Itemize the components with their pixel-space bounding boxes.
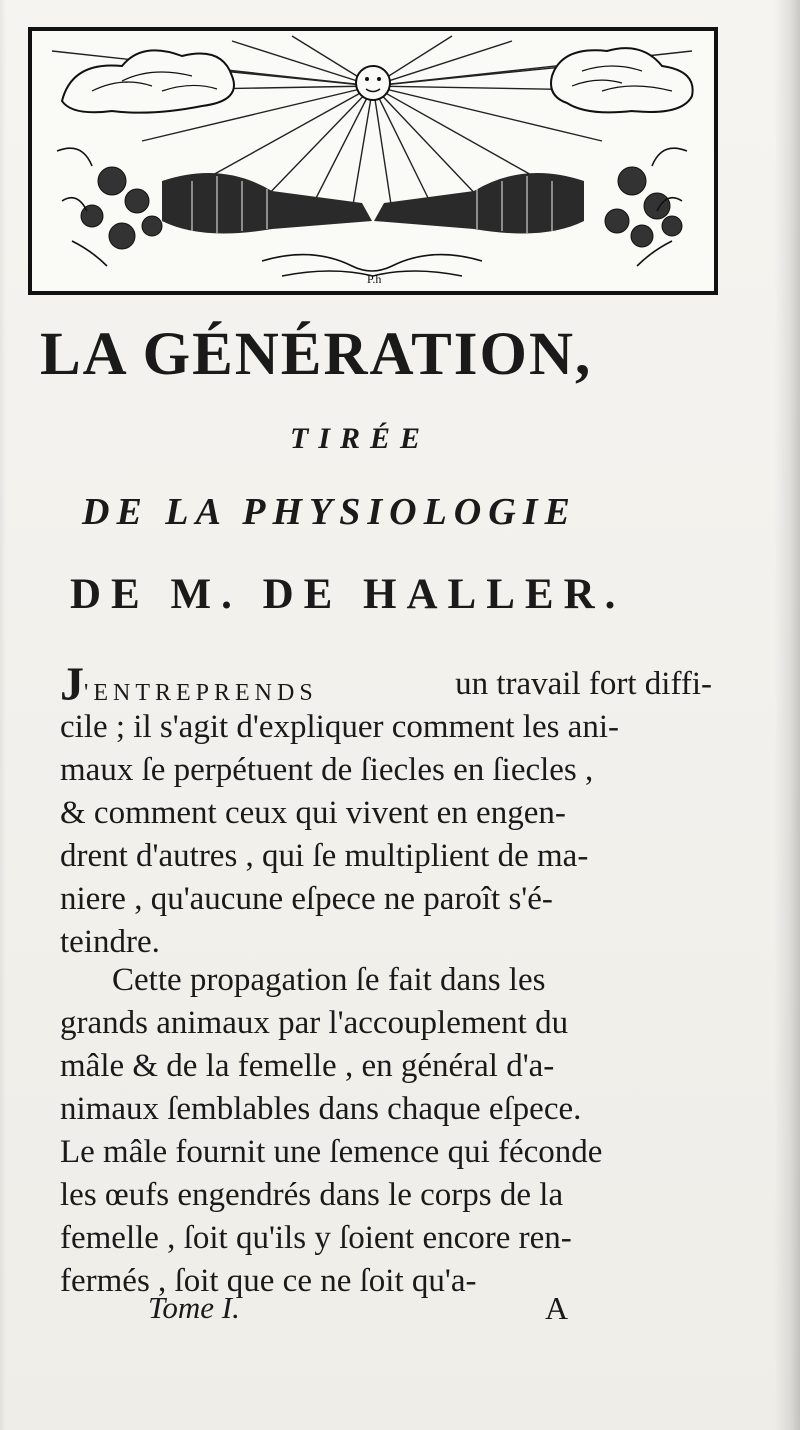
text-line: les œufs engendrés dans le corps de la bbox=[60, 1177, 564, 1213]
paragraph-1 bbox=[60, 658, 712, 964]
subtitle-physiologie: DE LA PHYSIOLOGIE bbox=[82, 491, 577, 533]
first-line-rest: un travail fort diffi- bbox=[455, 666, 712, 702]
page-title: LA GÉNÉRATION, bbox=[40, 321, 593, 388]
paragraph-2 bbox=[60, 959, 712, 1303]
text-line: teindre. bbox=[60, 924, 160, 960]
subtitle-author: DE M. DE HALLER. bbox=[70, 571, 626, 618]
text-line: mâle & de la femelle , en général d'a- bbox=[60, 1048, 555, 1084]
opening-smallcaps: 'ENTREPRENDS bbox=[84, 680, 318, 706]
text-line: Le mâle fournit une ſemence qui féconde bbox=[60, 1134, 603, 1170]
woodcut-headpiece bbox=[28, 27, 718, 295]
text-line: nimaux ſemblables dans chaque eſpece. bbox=[60, 1091, 582, 1127]
text-line: drent d'autres , qui ſe multiplient de ma- bbox=[60, 838, 589, 874]
headpiece-monogram: P.h bbox=[367, 272, 382, 286]
text-line: fermés , ſoit que ce ne ſoit qu'a- bbox=[60, 1263, 477, 1299]
opening-words bbox=[60, 658, 318, 711]
signature-mark: A bbox=[545, 1290, 569, 1326]
text-line: niere , qu'aucune eſpece ne paroît s'é- bbox=[60, 881, 553, 917]
headpiece-illustration bbox=[32, 31, 714, 291]
text-line: femelle , ſoit qu'ils y ſoient encore ren- bbox=[60, 1220, 572, 1256]
volume-signature: Tome I. bbox=[148, 1290, 240, 1325]
text-line: & comment ceux qui vivent en engen- bbox=[60, 795, 566, 831]
text-line bbox=[60, 658, 712, 711]
text-line: grands animaux par l'accouplement du bbox=[60, 1005, 569, 1041]
drop-cap: J bbox=[60, 658, 84, 711]
page-gutter-shadow bbox=[0, 0, 6, 1430]
text-line: cile ; il s'agit d'expliquer comment les ani- bbox=[60, 709, 619, 745]
text-line: Cette propagation ſe fait dans les bbox=[112, 962, 546, 998]
text-line: maux ſe perpétuent de ſiecles en ſiecles , bbox=[60, 752, 594, 788]
subtitle-tiree: TIRÉE bbox=[290, 422, 431, 455]
